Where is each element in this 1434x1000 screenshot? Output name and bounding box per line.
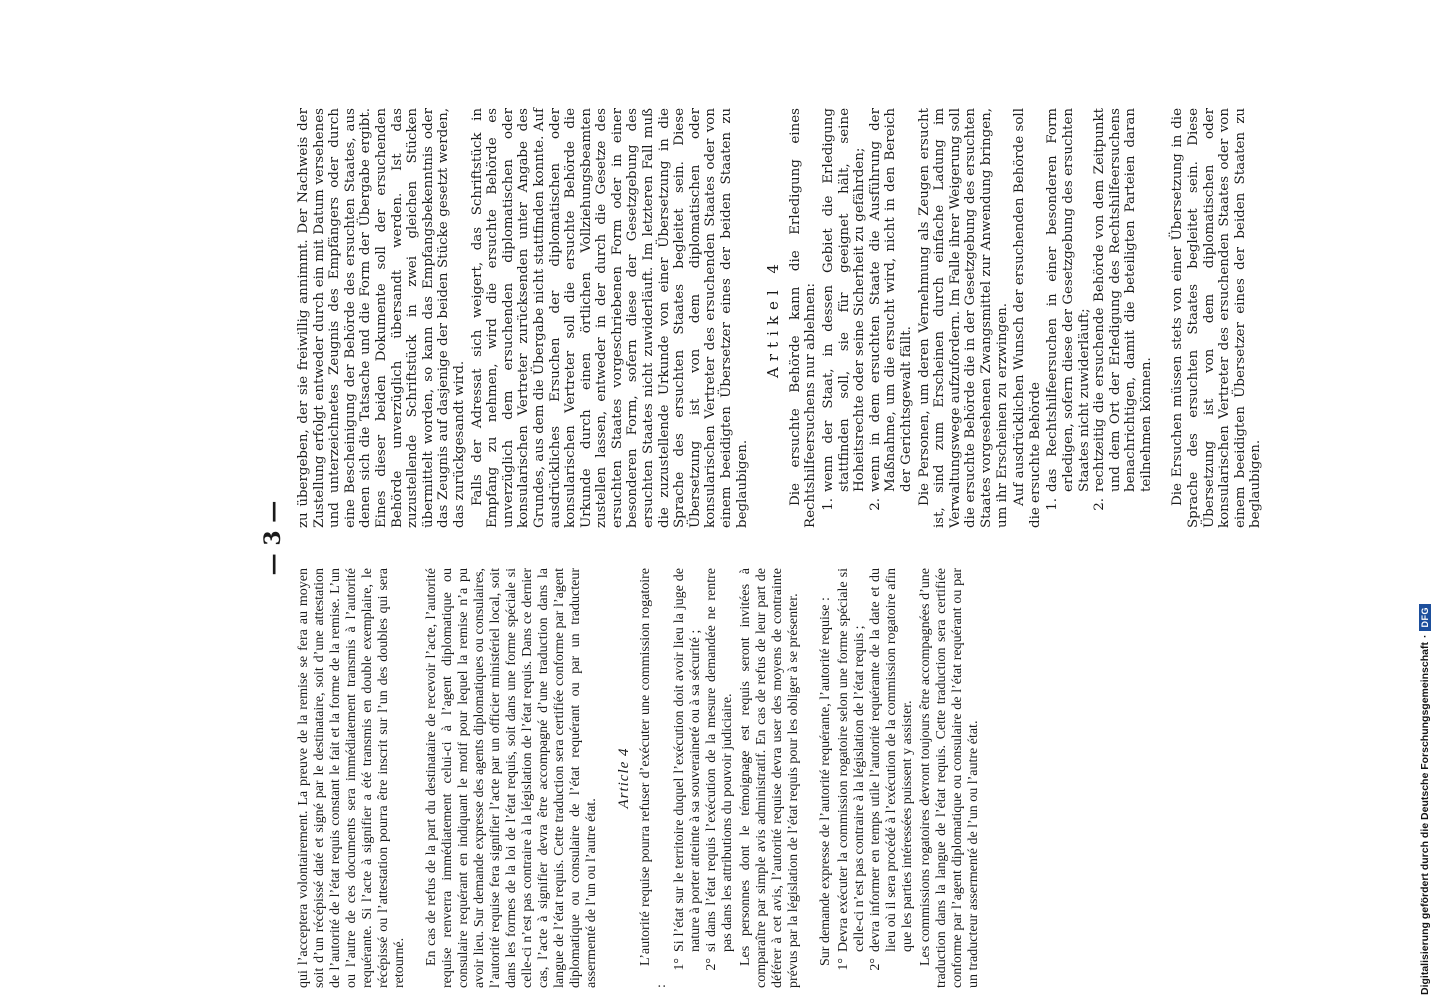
german-paragraph: Auf ausdrücklichen Wunsch der ersuchenden Behörde soll die ersuchte Behörde bbox=[1012, 108, 1043, 528]
german-paragraph: Die Ersuchen müssen stets von einer Übersetzung in die Sprache des ersuchten Staates begleitet sein. Diese Übersetzung ist von dem diplomatischen oder konsularischen Vertreter des ersuchenden Staates oder von einem beeidigten Übersetzer eines der beiden Staaten zu beglaubigen. bbox=[1170, 108, 1264, 528]
german-paragraph: Die ersuchte Behörde kann die Erledigung eines Rechtshilfeersuchens nur ablehnen: bbox=[787, 108, 819, 528]
list-number: 1. bbox=[821, 498, 836, 511]
french-column bbox=[296, 568, 984, 988]
digitization-text: Digitalisierung gefördert durch die Deutsche Forschungsgemeinschaft bbox=[1419, 642, 1431, 995]
list-item bbox=[672, 568, 704, 988]
french-list bbox=[836, 568, 916, 988]
list-item bbox=[868, 108, 915, 528]
list-text: Devra exécuter la commission rogatoire selon une forme spéciale si celle-ci n’est pas contraire à la législation de l’état requis ; bbox=[836, 568, 867, 952]
list-text: Si l’état sur le territoire duquel l’exécution doit avoir lieu la juge de nature à porter atteinte à sa souveraineté ou à sa sécurité ; bbox=[672, 568, 703, 952]
digitization-note: Digitalisierung gefördert durch die Deutsche Forschungsgemeinschaft · DFG bbox=[1418, 10, 1432, 995]
french-article-heading: Article 4 bbox=[616, 747, 632, 809]
list-number: 1° bbox=[672, 958, 687, 971]
list-item bbox=[1092, 108, 1154, 528]
french-paragraph: Les personnes dont le témoignage est requis seront invitées à comparaître par simple avis administratif. En cas de refus de leur part de déférer à cet avis, l’autorité requise devra user des moyens de contrainte prévus par la législation de l’état requis pour les obliger à se présenter. bbox=[738, 568, 801, 988]
french-paragraph: En cas de refus de la part du destinataire de recevoir l’acte, l’autorité requise renverra immédiatement celui-ci à l’agent diplomatique ou consulaire requérant en indiquant le motif pour lequel la remise n’a pu avoir lieu. Sur demande expresse des agents diplomatiques ou consulaires, l’autorité requise fera signifier l’acte par un officier ministériel local, soit dans les formes de la loi de l’état requis, soit dans une forme spéciale si celle-ci n’est pas contraire à la législation de l’état requis. Dans ce dernier cas, l’acte à signifier devra être accompagné d’une traduction dans la langue de l’état requis. Cette traduction sera certifiée conforme par l’agent diplomatique ou consulaire de l’état requérant ou par un traducteur assermenté de l’un ou l’autre état. bbox=[424, 568, 599, 988]
list-number: 1. bbox=[1045, 498, 1061, 511]
list-text: wenn in dem ersuchten Staate die Ausführung der Maßnahme, um die ersucht wird, nicht in den Bereich der Gerichtsgewalt fällt. bbox=[867, 108, 914, 492]
german-article-heading: Artikel 4 bbox=[764, 258, 783, 378]
german-paragraph: Falls der Adressat sich weigert, das Schriftstück in Empfang zu nehmen, wird die ersuchte Behörde es unverzüglich dem ersuchenden diplomatischen oder konsularischen Vertreter zurücksenden unter Angabe des Grundes, aus dem die Übergabe nicht stattfinden konnte. Auf ausdrückliches Ersuchen der diplomatischen oder konsularischen Vertreter soll die ersuchte Behörde die Urkunde durch einen örtlichen Vollziehungsbeamten zustellen lassen, entweder in der durch die Gesetze des ersuchten Staates vorgeschriebenen Form oder in einer besonderen Form, sofern diese der Gesetzgebung des ersuchten Staates nicht zuwiderläuft. Im letzteren Fall muß die zuzustellende Urkunde von einer Übersetzung in die Sprache des ersuchten Staates begleitet sein. Diese Übersetzung ist von dem diplomatischen oder konsularischen Vertreter des ersuchenden Staates oder von einem beeidigten Übersetzer eines der beiden Staaten zu beglaubigen. bbox=[469, 108, 750, 528]
list-item bbox=[704, 568, 736, 988]
list-text: rechtzeitig die ersuchende Behörde von dem Zeitpunkt und dem Ort der Erledigung des Rechtshilfeersuchens benachrichtigen, damit die beteiligten Parteien daran teilnehmen können. bbox=[1092, 108, 1154, 492]
page-number: — 3 — bbox=[260, 500, 286, 576]
list-text: das Rechtshilfeersuchen in einer besonderen Form erledigen, sofern diese der Gesetzgebung des ersuchten Staates nicht zuwiderläuft; bbox=[1045, 108, 1092, 492]
list-text: devra informer en temps utile l’autorité requérante de la date et du lieu où il sera procédé à l’exécution de la commission rogatoire afin que les parties intéressées puissent y assister. bbox=[868, 568, 915, 952]
german-list bbox=[821, 108, 915, 528]
german-column bbox=[296, 108, 1266, 528]
dfg-logo: DFG bbox=[1419, 604, 1431, 631]
list-text: si dans l’état requis l’exécution de la mesure demandée ne rentre pas dans les attributions du pouvoir judiciaire. bbox=[704, 568, 735, 952]
list-item bbox=[1045, 108, 1092, 528]
french-paragraph: L’autorité requise pourra refuser d’exécuter une commission rogatoire : bbox=[638, 568, 669, 988]
french-paragraph: Les commissions rogatoires devront toujours être accompagnées d’une traduction dans la langue de l’état requis. Cette traduction sera certifiée conforme par l’agent diplomatique ou consulaire de l’état requérant ou par un traducteur assermenté de l’un ou l’autre état. bbox=[918, 568, 981, 988]
list-number: 2° bbox=[868, 958, 883, 971]
german-paragraph: Die Personen, um deren Vernehmung als Zeugen ersucht ist, sind zum Erscheinen durch einfache Ladung im Verwaltungswege aufzufordern. Im Falle ihrer Weigerung soll die ersuchte Behörde die in der Gesetzgebung des ersuchten Staates vorgesehenen Zwangsmittel zur Anwendung bringen, um ihr Erscheinen zu erzwingen. bbox=[916, 108, 1010, 528]
list-item bbox=[821, 108, 868, 528]
list-number: 2. bbox=[1092, 498, 1108, 511]
list-item bbox=[836, 568, 868, 988]
german-list bbox=[1045, 108, 1154, 528]
list-number: 2° bbox=[704, 958, 719, 971]
scanned-page bbox=[260, 88, 1300, 988]
list-number: 2. bbox=[867, 498, 883, 511]
french-paragraph: qui l’acceptera volontairement. La preuve de la remise se fera au moyen soit d’un récépissé daté et signé par le destinataire, soit d’une attestation de l’autorité de l’état requis constant le fait et la forme de la remise. L’un ou l’autre de ces documents sera immédiatement transmis à l’autorité requérante. Si l’acte à signifier a été transmis en double exemplaire, le récépissé ou l’attestation pourra être inscrit sur l’un des doubles qui sera retourné. bbox=[296, 568, 407, 988]
list-number: 1° bbox=[836, 958, 851, 971]
list-text: wenn der Staat, in dessen Gebiet die Erledigung stattfinden soll, sie für geeignet hält, seine Hoheitsrechte oder seine Sicherheit zu gefährden; bbox=[821, 108, 868, 492]
list-item bbox=[868, 568, 916, 988]
french-paragraph: Sur demande expresse de l’autorité requérante, l’autorité requise : bbox=[818, 597, 833, 966]
french-list bbox=[672, 568, 736, 988]
german-paragraph: zu übergeben, der sie freiwillig annimmt. Der Nachweis der Zustellung erfolgt entweder durch ein mit Datum versehenes und unterzeichnetes Zeugnis des Empfängers oder durch eine Bescheinigung der Behörde des ersuchten Staates, aus denen sich die Tatsache und die Form der Übergabe ergibt. Eines dieser beiden Dokumente soll der ersuchenden Behörde unverzüglich übersandt werden. Ist das zuzustellende Schriftstück in zwei gleichen Stücken übermittelt worden, so kann das Empfangsbekenntnis oder das Zeugnis auf dasjenige der beiden Stücke gesetzt werden, das zurückgesandt wird. bbox=[296, 108, 467, 528]
